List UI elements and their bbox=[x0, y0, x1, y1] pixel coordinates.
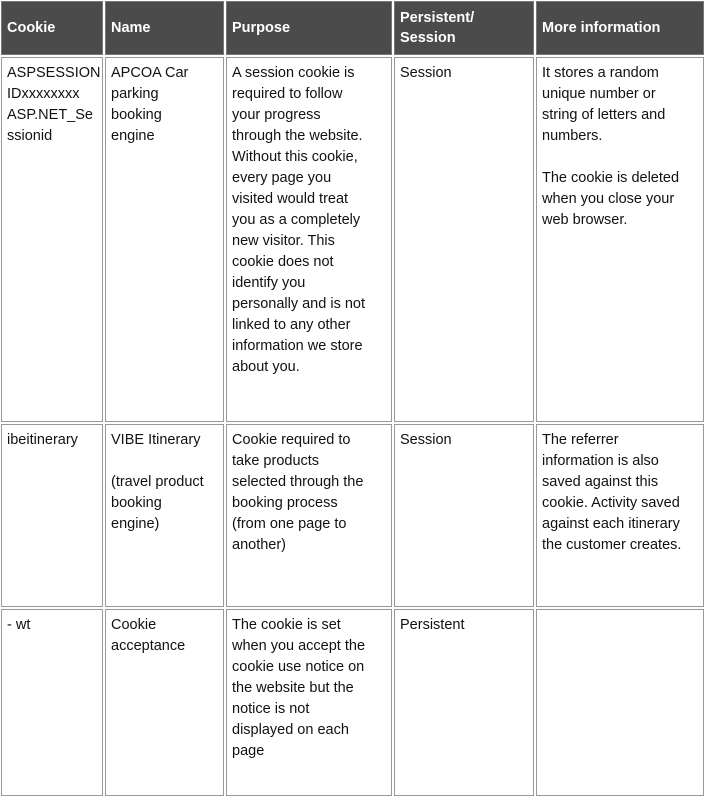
cell-more-info: The referrer information is also saved against this cookie. Activity saved against each itinerary the customer creates. bbox=[536, 424, 704, 607]
table-row bbox=[1, 424, 704, 607]
cell-more-info: It stores a random unique number or string of letters and numbers. The cookie is deleted when you close your web browser. bbox=[536, 57, 704, 422]
cell-more-info bbox=[536, 609, 704, 796]
cell-cookie: - wt bbox=[1, 609, 103, 796]
cell-type: Persistent bbox=[394, 609, 534, 796]
header-cookie: Cookie bbox=[1, 1, 103, 55]
header-name: Name bbox=[105, 1, 224, 55]
cell-type: Session bbox=[394, 57, 534, 422]
cell-type: Session bbox=[394, 424, 534, 607]
cell-purpose: The cookie is set when you accept the cookie use notice on the website but the notice is not displayed on each page bbox=[226, 609, 392, 796]
cell-name: VIBE Itinerary (travel product booking engine) bbox=[105, 424, 224, 607]
table-row bbox=[1, 609, 704, 796]
header-persistent-session: Persistent/ Session bbox=[394, 1, 534, 55]
header-more-information: More information bbox=[536, 1, 704, 55]
cell-name: Cookie acceptance bbox=[105, 609, 224, 796]
table-row bbox=[1, 57, 704, 422]
cell-purpose: Cookie required to take products selected through the booking process (from one page to another) bbox=[226, 424, 392, 607]
cell-cookie: ibeitinerary bbox=[1, 424, 103, 607]
cell-purpose: A session cookie is required to follow your progress through the website. Without this cookie, every page you visited would treat you as a completely new visitor. This cookie does not identify you personally and is not linked to any other information we store about you. bbox=[226, 57, 392, 422]
cell-name: APCOA Car parking booking engine bbox=[105, 57, 224, 422]
header-purpose: Purpose bbox=[226, 1, 392, 55]
cell-cookie: ASPSESSION IDxxxxxxxx ASP.NET_Se ssionid bbox=[1, 57, 103, 422]
header-row bbox=[1, 1, 704, 55]
